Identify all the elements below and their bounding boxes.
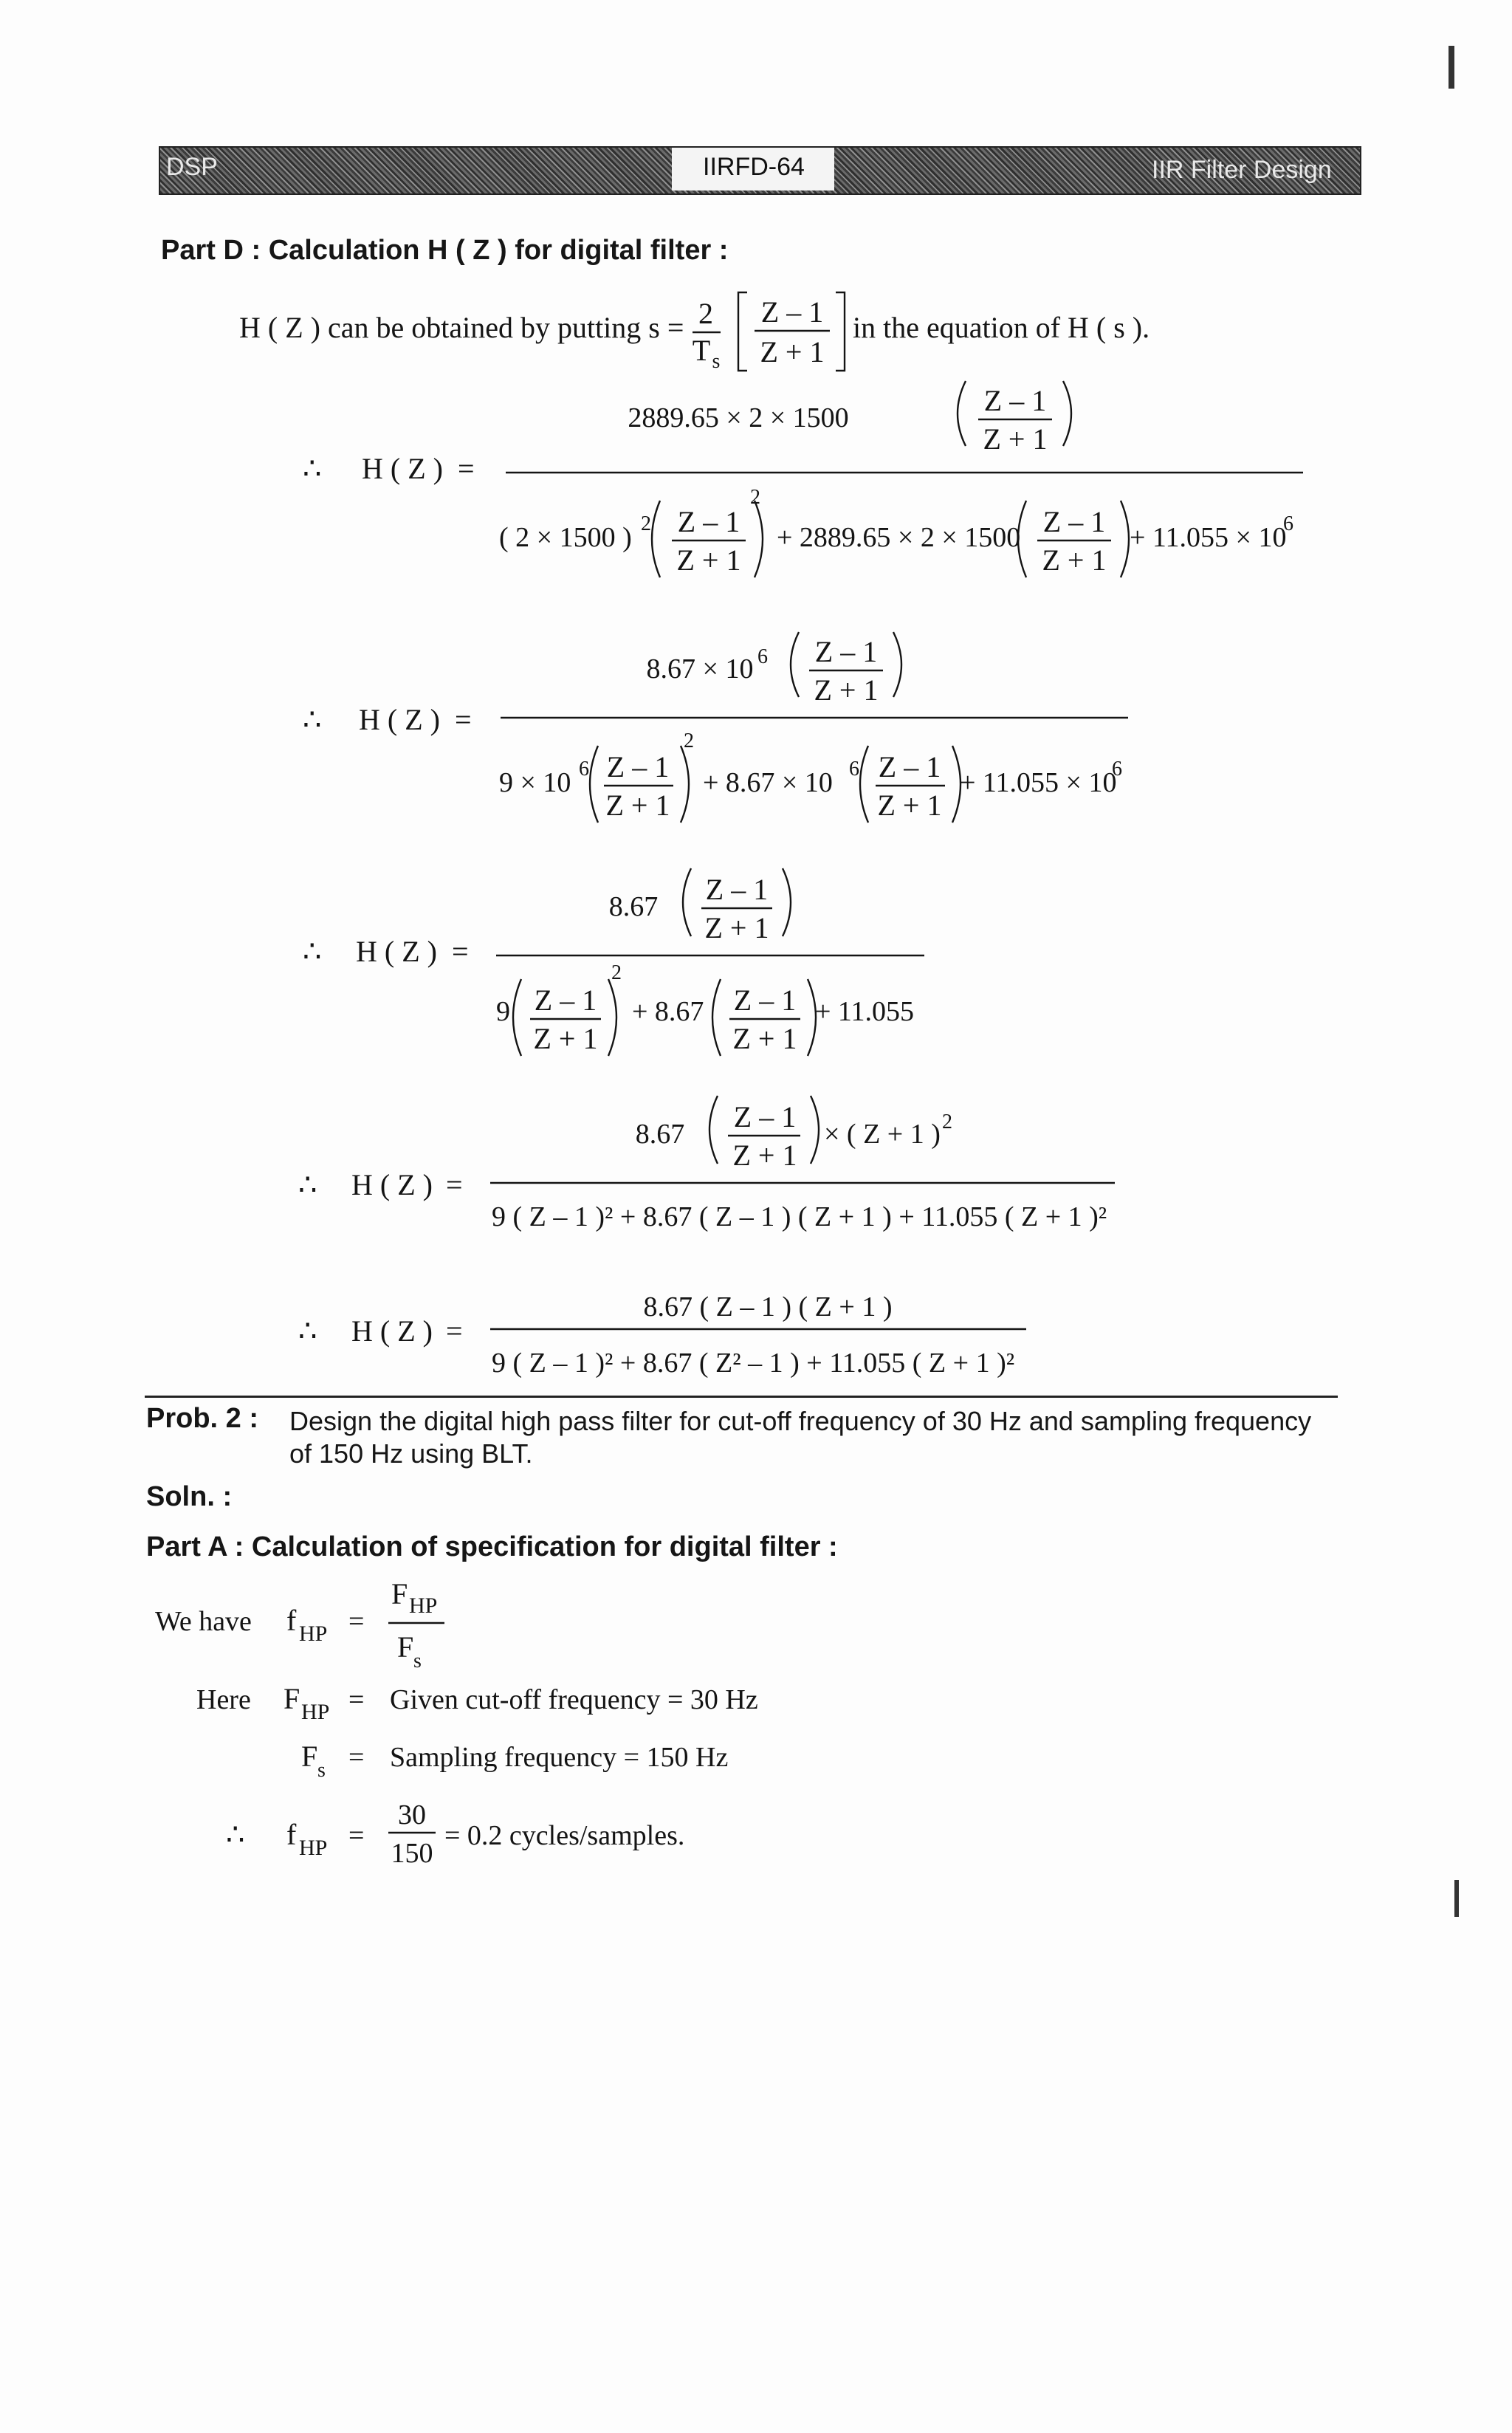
svg-text:s: s [317,1759,326,1782]
svg-text:× ( Z + 1 ): × ( Z + 1 ) [824,1119,941,1150]
prob-2-label: Prob. 2 : [146,1403,259,1434]
svg-text:H ( Z ): H ( Z ) [362,452,443,485]
equation-4 [281,1085,1166,1248]
part-d-heading: Part D : Calculation H ( Z ) for digital filter : [161,235,729,266]
svg-text:∴: ∴ [303,452,322,485]
svg-text:Z – 1: Z – 1 [1042,505,1106,538]
svg-text:F: F [301,1740,318,1773]
svg-text:∴: ∴ [298,1168,317,1201]
scan-edge-mark-bottom [1454,1880,1459,1917]
svg-text:H ( Z ): H ( Z ) [351,1168,433,1201]
svg-text:+ 8.67 × 10: + 8.67 × 10 [703,767,833,798]
part-a-heading: Part A : Calculation of specification for digital filter : [146,1531,838,1562]
svg-text:Z – 1: Z – 1 [705,873,769,906]
svg-text:Z + 1: Z + 1 [676,543,741,577]
svg-text:Here: Here [196,1684,251,1715]
solution-label: Soln. : [146,1481,233,1512]
svg-text:Z + 1: Z + 1 [814,673,879,707]
svg-text:s: s [413,1650,422,1672]
svg-text:2: 2 [611,961,622,984]
svg-text:9: 9 [496,996,510,1027]
svg-text:6: 6 [757,645,768,668]
svg-text:2: 2 [641,512,651,535]
part-d-intro-text: H ( Z ) can be obtained by putting s = [239,311,684,344]
svg-text:f: f [286,1818,297,1851]
svg-text:∴: ∴ [303,703,322,736]
equation-5 [281,1270,1093,1381]
svg-text:F: F [284,1682,300,1715]
svg-text:2: 2 [684,730,694,752]
svg-text:Z – 1: Z – 1 [606,750,670,783]
svg-text:2: 2 [942,1111,952,1133]
svg-text:9 ( Z – 1 )² + 8.67 ( Z² – 1 ): 9 ( Z – 1 )² + 8.67 ( Z² – 1 ) + 11.055 ( Z + 1 )² [492,1348,1015,1379]
svg-text:Z + 1: Z + 1 [704,911,769,944]
svg-text:Z + 1: Z + 1 [877,789,942,822]
svg-text:150: 150 [391,1838,433,1869]
svg-text:∴: ∴ [226,1818,245,1851]
svg-text:HP: HP [299,1836,328,1860]
svg-text:Z + 1: Z + 1 [760,335,825,368]
prob-2-text-line2: of 150 Hz using BLT. [289,1438,533,1469]
svg-text:+ 2889.65 × 2 × 1500: + 2889.65 × 2 × 1500 [777,522,1021,553]
svg-text:Given cut-off frequency = 30 H: Given cut-off frequency = 30 Hz [390,1684,758,1715]
svg-text:6: 6 [1283,512,1293,535]
svg-text:T: T [692,334,711,367]
svg-text:H ( Z ): H ( Z ) [351,1314,433,1348]
svg-text:2: 2 [750,486,760,509]
svg-text:=: = [458,452,475,485]
svg-text:+ 11.055: + 11.055 [815,996,915,1027]
header-section-title: IIR Filter Design [1152,156,1332,184]
svg-text:Z – 1: Z – 1 [878,750,941,783]
svg-text:s: s [712,350,721,373]
svg-text:( 2 × 1500 ): ( 2 × 1500 ) [499,522,632,553]
svg-text:Z + 1: Z + 1 [732,1139,797,1172]
svg-text:2: 2 [698,297,713,330]
svg-text:Z + 1: Z + 1 [533,1022,598,1055]
svg-text:Z – 1: Z – 1 [534,984,597,1017]
svg-text:2889.65 × 2 × 1500: 2889.65 × 2 × 1500 [628,402,849,433]
svg-text:8.67: 8.67 [635,1119,685,1150]
part-d-intro-tail: in the equation of H ( s ). [853,311,1150,344]
svg-text:Z – 1: Z – 1 [814,635,878,668]
svg-text:9 × 10: 9 × 10 [499,767,571,798]
svg-text:Sampling frequency = 150 Hz: Sampling frequency = 150 Hz [390,1742,729,1773]
svg-text:We have: We have [155,1606,252,1637]
svg-text:=: = [452,935,469,968]
svg-text:=: = [348,1742,365,1773]
bilinear-substitution-formula [679,281,871,377]
equation-1 [281,369,1329,591]
svg-text:=: = [455,703,472,736]
svg-text:HP: HP [409,1593,438,1618]
svg-text:8.67 ( Z – 1 ) ( Z + 1 ): 8.67 ( Z – 1 ) ( Z + 1 ) [643,1291,893,1322]
svg-text:∴: ∴ [303,935,322,968]
specification-equations [148,1573,886,1883]
svg-text:Z + 1: Z + 1 [1042,543,1107,577]
svg-text:+ 8.67: + 8.67 [632,996,704,1027]
svg-text:=: = [348,1606,365,1637]
svg-text:Z – 1: Z – 1 [983,384,1047,417]
svg-text:HP: HP [301,1700,330,1724]
svg-text:Z – 1: Z – 1 [760,295,824,329]
svg-text:9 ( Z – 1 )² + 8.67 ( Z – 1 ): 9 ( Z – 1 )² + 8.67 ( Z – 1 ) ( Z + 1 ) + 11.055 ( Z + 1 )² [492,1201,1107,1232]
svg-text:=: = [348,1684,365,1715]
svg-text:8.67: 8.67 [608,891,659,922]
svg-text:6: 6 [579,758,589,780]
equation-3 [281,857,1019,1078]
svg-text:Z + 1: Z + 1 [983,422,1048,456]
svg-text:Z + 1: Z + 1 [605,789,670,822]
header-page-number: IIRFD-64 [703,153,805,181]
svg-text:H ( Z ): H ( Z ) [356,935,437,968]
svg-text:6: 6 [1112,758,1122,780]
svg-text:+ 11.055 × 10: + 11.055 × 10 [1130,522,1287,553]
svg-text:F: F [391,1577,408,1610]
svg-text:Z + 1: Z + 1 [732,1022,797,1055]
svg-text:Z – 1: Z – 1 [677,505,740,538]
svg-text:Z – 1: Z – 1 [733,984,797,1017]
equation-2 [281,620,1329,842]
svg-text:30: 30 [398,1799,426,1830]
svg-text:f: f [286,1604,297,1637]
svg-text:HP: HP [299,1622,328,1646]
section-divider [145,1396,1338,1398]
svg-text:8.67 × 10: 8.67 × 10 [646,653,754,684]
svg-text:6: 6 [849,758,859,780]
svg-text:Z – 1: Z – 1 [733,1100,797,1133]
scan-edge-mark-top [1449,46,1454,89]
svg-text:=: = [348,1820,365,1851]
svg-text:+ 11.055 × 10: + 11.055 × 10 [960,767,1117,798]
header-chapter-label: DSP [166,153,218,181]
svg-text:=: = [446,1168,463,1201]
svg-text:= 0.2 cycles/samples.: = 0.2 cycles/samples. [444,1820,685,1851]
svg-text:H ( Z ): H ( Z ) [359,703,440,736]
svg-text:∴: ∴ [298,1314,317,1348]
svg-text:F: F [397,1630,414,1664]
svg-text:=: = [446,1314,463,1348]
prob-2-text-line1: Design the digital high pass filter for cut-off frequency of 30 Hz and sampling frequency [289,1406,1312,1436]
